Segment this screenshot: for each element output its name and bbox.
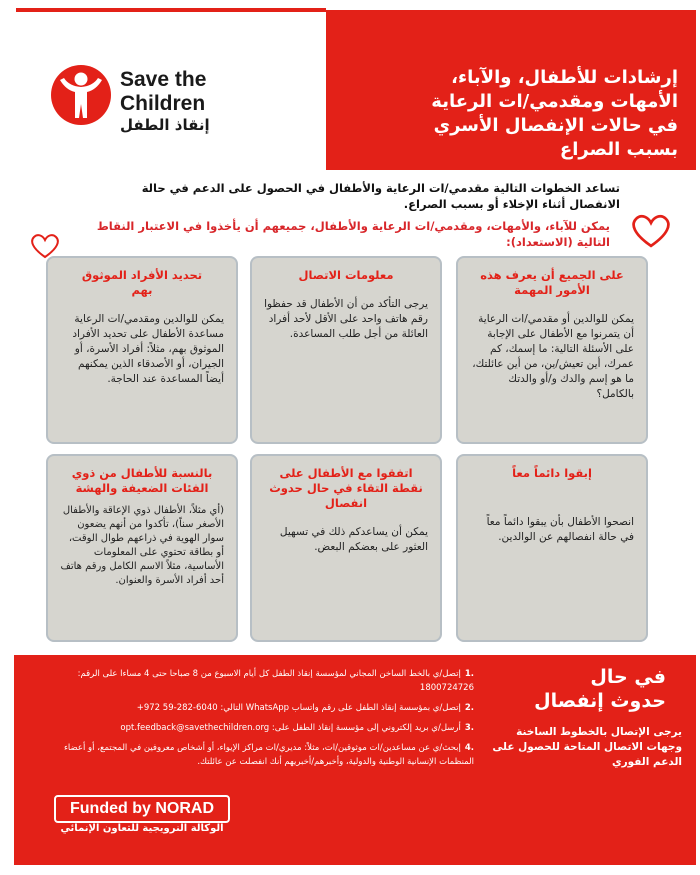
card-know-important-things	[456, 256, 648, 444]
contact-steps-list	[54, 667, 474, 775]
separation-info-band	[14, 655, 696, 865]
card-vulnerable-children	[46, 454, 238, 642]
card-stay-together	[456, 454, 648, 642]
card-body: (أي مثلاً، الأطفال ذوي الإعاقة والأطفال الأصغر سناً)، تأكدوا من أنهم يضعون سوار الهوية في ذراعهم طوال الوقت، أو بطاقة تحتوي على المعلومات الأساسية، مثلاً الاسم الكامل ورقم هاتف أحد أفراد الأسرة والعنوان.	[60, 505, 224, 586]
card-title: إبقوا دائماً معاً	[512, 466, 592, 480]
separation-heading: في حال حدوث إنفصال	[534, 666, 666, 712]
card-title: تحديد الأفراد الموثوق بهم	[81, 268, 203, 297]
logo-text-english: Save the Children	[120, 68, 207, 115]
card-title: على الجميع أن يعرف هذه الأمور المهمة	[480, 268, 624, 297]
list-item	[54, 741, 474, 769]
step-number: .2	[464, 703, 474, 713]
separation-subtitle: يرجى الإتصال بالخطوط الساخنة وجهات الاتصال المتاحة للحصول على الدعم الفوري	[492, 726, 682, 768]
step-text: إتصل/ي بالخط الساخن المجاني لمؤسسة إنقاذ الطفل كل أيام الاسبوع من 8 صباحا حتى 4 مساءا على الرقم: 1800724726	[77, 669, 474, 693]
page-title: إرشادات للأطفال، والآباء، الأمهات ومقدمي/ات الرعاية في حالات الإنفصال الأسري بسبب الصراع	[431, 67, 678, 160]
step-text: إبحث/ي عن مساعدين/ات موثوقين/ات، مثلاً: مديري/ات مراكز الإيواء، أو أشخاص معروفين في المجتمع، أو أعضاء المنظمات الإنسانية الوطنية والدولية، وأخبرهم/أخبريهم أنك انفصلت عن عائلتك.	[63, 743, 474, 767]
card-body: انصحوا الأطفال بأن يبقوا دائماً معاً في حالة انفصالهم عن الوالدين.	[486, 516, 634, 543]
step-text: إتصل/ي بمؤسسة إنقاذ الطفل على رقم واتساب WhatsApp التالي: 6040-282-59 972+	[136, 703, 461, 713]
list-item	[54, 667, 474, 695]
title-box	[326, 10, 696, 170]
save-the-children-logo	[48, 60, 278, 150]
logo-text-arabic: إنقاذ الطفل	[120, 116, 210, 134]
child-figure-icon	[48, 60, 114, 130]
norad-logo: Funded by NORAD	[54, 795, 230, 823]
card-title: معلومات الاتصال	[298, 268, 394, 282]
card-body: يمكن أن يساعدكم ذلك في تسهيل العثور على بعضكم البعض.	[279, 526, 428, 553]
card-title: اتفقوا مع الأطفال على نقطة التقاء في حال حدوث انفصال	[269, 466, 423, 510]
step-number: .1	[464, 669, 474, 679]
list-item	[54, 721, 474, 735]
card-body: يرجى التأكد من أن الأطفال قد حفظوا رقم هاتف واحد على الأقل لأحد أفراد العائلة من أجل طلب المساعدة.	[264, 298, 428, 340]
step-text: أرسل/ي بريد إلكتروني إلى مؤسسة إنقاذ الطفل على: opt.feedback@savethechildren.org	[120, 723, 461, 733]
card-meeting-point	[250, 454, 442, 642]
top-accent-bar	[16, 8, 326, 12]
card-contact-info	[250, 256, 442, 444]
intro-preparedness-text: يمكن للآباء، والأمهات، ومقدمي/ات الرعاية والأطفال، جميعهم أن يأخذوا في الاعتبار النقاط التالية (الاستعداد):	[96, 219, 610, 249]
card-trusted-people	[46, 256, 238, 444]
card-body: يمكن للوالدين أو مقدمي/ات الرعاية أن يتمرنوا مع الأطفال على الإجابة على الأسئلة التالية: ما إسمك، كم عمرك، أين تعيش/ين، من أين عائلتك، ما هو إسم والدك و/أو والدتك بالكامل؟	[472, 313, 634, 400]
step-number: .4	[464, 743, 474, 753]
step-number: .3	[464, 723, 474, 733]
norad-arabic-name: الوكالة النرويجية للتعاون الإنمائي	[60, 823, 224, 834]
card-body: يمكن للوالدين ومقدمي/ات الرعاية مساعدة الأطفال على تحديد الأفراد الموثوق بهم، مثلاً: أفراد الأسرة، أو الجيران، أو الأصدقاء الذين يمكنهم أيضاً المساعدة عند الحاجة.	[72, 313, 224, 385]
intro-text: تساعد الخطوات التالية مقدمي/ات الرعاية والأطفال في الحصول على الدعم في حالة الانفصال أثناء الإخلاء أو بسبب الصراع.	[141, 181, 620, 211]
list-item	[54, 701, 474, 715]
card-title: بالنسبة للأطفال من ذوي الفئات الضعيفة والهشة	[71, 466, 213, 495]
heart-outline-icon	[628, 212, 674, 250]
